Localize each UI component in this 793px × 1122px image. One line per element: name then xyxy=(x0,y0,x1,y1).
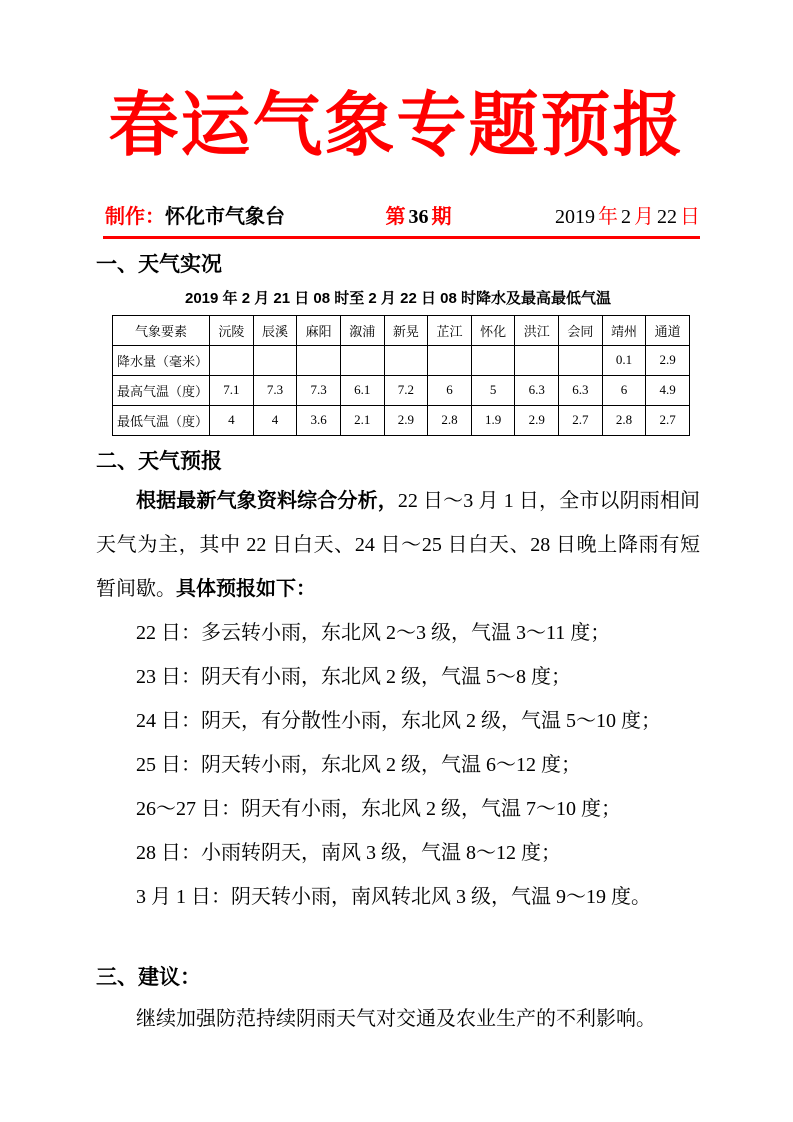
table-cell: 7.2 xyxy=(384,375,428,405)
table-cell: 2.7 xyxy=(559,405,603,435)
table-cell xyxy=(297,345,341,375)
table-row-label: 最高气温（度） xyxy=(113,375,210,405)
date-day: 22 xyxy=(657,205,677,228)
table-cell: 6.3 xyxy=(559,375,603,405)
forecast-summary-lead: 根据最新气象资料综合分析， xyxy=(136,490,398,512)
table-cell: 1.9 xyxy=(471,405,515,435)
forecast-item: 22 日：多云转小雨，东北风 2～3 级，气温 3～11 度； xyxy=(136,622,611,644)
table-cell: 7.3 xyxy=(297,375,341,405)
issue-value: 36 xyxy=(408,205,429,228)
table-cell: 6 xyxy=(428,375,472,405)
section2-heading: 二、天气预报 xyxy=(96,449,222,473)
forecast-item: 25 日：阴天转小雨，东北风 2 级，气温 6～12 度； xyxy=(136,754,581,776)
forecast-list xyxy=(96,611,700,919)
header-divider xyxy=(103,236,700,239)
weather-table-title: 2019 年 2 月 21 日 08 时至 2 月 22 日 08 时降水及最高最低气温 xyxy=(185,289,611,307)
table-header-cell: 新晃 xyxy=(384,315,428,345)
table-header-cell: 会同 xyxy=(559,315,603,345)
table-row xyxy=(113,375,690,405)
table-cell xyxy=(210,345,254,375)
table-cell: 5 xyxy=(471,375,515,405)
weather-table xyxy=(112,315,690,436)
table-cell: 6.1 xyxy=(340,375,384,405)
table-row xyxy=(113,345,690,375)
issue-prefix: 第 xyxy=(385,205,406,228)
forecast-summary-body: 22 日～3 月 1 日，全市以阴雨相间天气为主，其中 22 日白天、24 日～25 日白天、28 日晚上降雨有短暂间歇。 xyxy=(96,490,701,600)
table-header-cell: 怀化 xyxy=(471,315,515,345)
table-header-cell: 洪江 xyxy=(515,315,559,345)
table-header-cell: 溆浦 xyxy=(340,315,384,345)
table-cell: 4 xyxy=(210,405,254,435)
table-cell: 4.9 xyxy=(646,375,690,405)
table-cell: 4 xyxy=(253,405,297,435)
section1-heading: 一、天气实况 xyxy=(96,252,222,276)
issue-date xyxy=(552,200,700,229)
table-cell xyxy=(340,345,384,375)
forecast-item: 24 日：阴天，有分散性小雨，东北风 2 级，气温 5～10 度； xyxy=(136,710,661,732)
table-header-cell: 通道 xyxy=(646,315,690,345)
table-header-cell: 靖州 xyxy=(602,315,646,345)
meta-row xyxy=(105,200,700,229)
date-month: 2 xyxy=(621,205,631,228)
forecast-item: 28 日：小雨转阴天，南风 3 级，气温 8～12 度； xyxy=(136,842,561,864)
forecast-item: 26～27 日：阴天有小雨，东北风 2 级，气温 7～10 度； xyxy=(136,798,621,820)
table-cell: 7.3 xyxy=(253,375,297,405)
table-cell: 2.9 xyxy=(646,345,690,375)
table-row-label: 降水量（毫米） xyxy=(113,345,210,375)
table-cell: 0.1 xyxy=(602,345,646,375)
issue-number xyxy=(386,200,452,229)
date-year: 2019 xyxy=(555,205,595,228)
date-day-unit: 日 xyxy=(680,205,700,228)
table-cell xyxy=(559,345,603,375)
table-cell: 2.8 xyxy=(428,405,472,435)
table-cell xyxy=(515,345,559,375)
date-month-unit: 月 xyxy=(634,205,654,228)
table-cell: 2.8 xyxy=(602,405,646,435)
table-cell xyxy=(253,345,297,375)
table-cell xyxy=(384,345,428,375)
table-header-cell: 麻阳 xyxy=(297,315,341,345)
table-cell xyxy=(428,345,472,375)
table-header-cell: 气象要素 xyxy=(113,315,210,345)
table-body xyxy=(113,345,690,435)
document-content xyxy=(96,252,700,1042)
advice-text: 继续加强防范持续阴雨天气对交通及农业生产的不利影响。 xyxy=(136,1008,656,1031)
table-cell: 2.1 xyxy=(340,405,384,435)
forecast-summary xyxy=(96,479,700,611)
table-cell: 6 xyxy=(602,375,646,405)
section3-heading: 三、建议： xyxy=(96,966,201,989)
forecast-summary-tail: 具体预报如下： xyxy=(176,578,316,600)
forecast-item: 23 日：阴天有小雨，东北风 2 级，气温 5～8 度； xyxy=(136,666,571,688)
table-cell: 6.3 xyxy=(515,375,559,405)
table-cell: 2.7 xyxy=(646,405,690,435)
table-cell: 2.9 xyxy=(384,405,428,435)
issue-suffix: 期 xyxy=(431,205,452,228)
producer-name: 怀化市气象台 xyxy=(165,205,285,228)
table-cell xyxy=(471,345,515,375)
table-header-row xyxy=(113,315,690,345)
date-year-unit: 年 xyxy=(598,205,618,228)
table-header-cell: 芷江 xyxy=(428,315,472,345)
forecast-item: 3 月 1 日：阴天转小雨，南风转北风 3 级，气温 9～19 度。 xyxy=(136,886,651,908)
document-title: 春运气象专题预报 xyxy=(108,88,685,165)
producer xyxy=(105,200,285,229)
table-cell: 3.6 xyxy=(297,405,341,435)
table-header-cell: 沅陵 xyxy=(210,315,254,345)
table-row-label: 最低气温（度） xyxy=(113,405,210,435)
table-cell: 2.9 xyxy=(515,405,559,435)
table-row xyxy=(113,405,690,435)
table-header-cell: 辰溪 xyxy=(253,315,297,345)
table-cell: 7.1 xyxy=(210,375,254,405)
producer-label: 制作： xyxy=(105,205,165,228)
